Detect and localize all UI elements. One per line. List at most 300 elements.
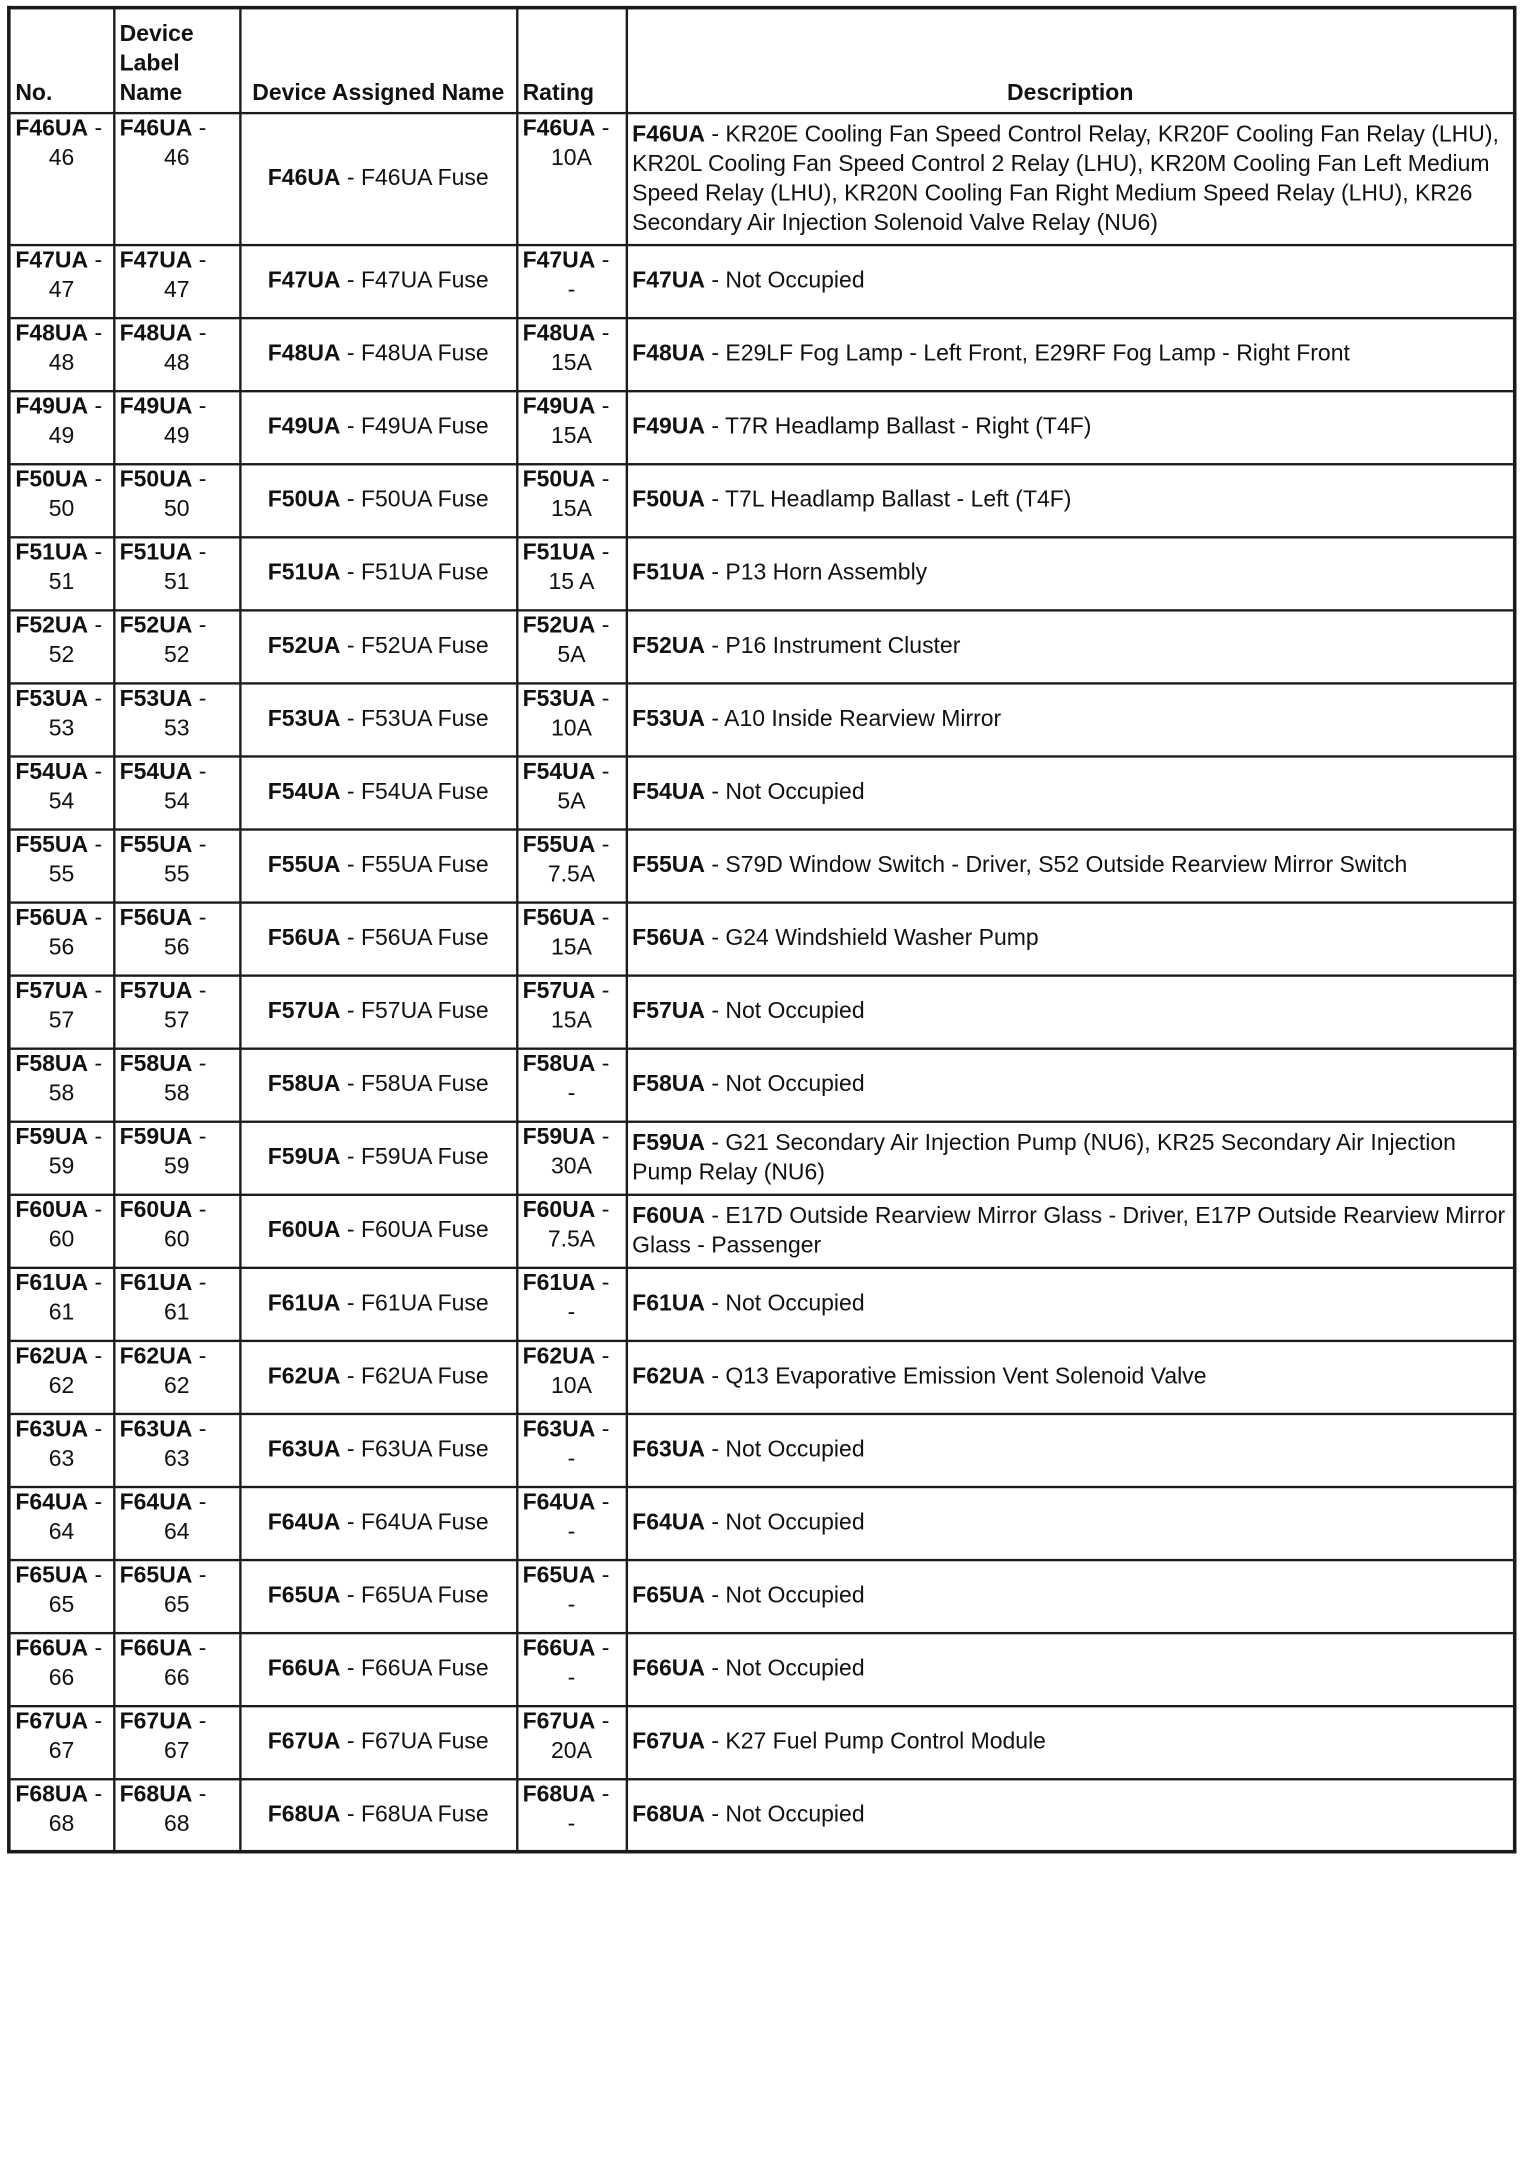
description-code: F68UA bbox=[632, 1801, 705, 1828]
label-number: 55 bbox=[163, 860, 190, 887]
rating-value: 5A bbox=[557, 641, 586, 668]
cell-device-assigned-name: F58UA - F58UA Fuse bbox=[240, 1048, 517, 1121]
no-number: 66 bbox=[48, 1664, 75, 1691]
rating-value: 5A bbox=[557, 787, 586, 814]
no-number: 57 bbox=[48, 1006, 75, 1033]
no-number: 54 bbox=[48, 787, 75, 814]
label-number: 62 bbox=[163, 1372, 190, 1399]
cell-device-label-name: F58UA - 58 bbox=[114, 1048, 240, 1121]
no-code: F68UA bbox=[15, 1781, 89, 1807]
rating-value: 15A bbox=[551, 1006, 592, 1033]
assigned-name: F63UA Fuse bbox=[360, 1436, 489, 1463]
cell-description: F52UA - P16 Instrument Cluster bbox=[626, 610, 1514, 683]
assigned-name: F62UA Fuse bbox=[360, 1363, 489, 1390]
no-code: F61UA bbox=[15, 1269, 89, 1296]
assigned-code: F58UA bbox=[267, 1071, 341, 1097]
no-number: 56 bbox=[48, 933, 75, 960]
assigned-code: F63UA bbox=[267, 1436, 341, 1463]
no-code: F63UA bbox=[15, 1415, 89, 1442]
label-number: 57 bbox=[163, 1006, 190, 1033]
assigned-name: F50UA Fuse bbox=[360, 486, 489, 513]
rating-code: F56UA bbox=[522, 904, 596, 931]
no-number: 62 bbox=[48, 1372, 75, 1399]
no-number: 49 bbox=[48, 422, 75, 449]
assigned-name: F61UA Fuse bbox=[360, 1290, 489, 1317]
no-code: F49UA bbox=[15, 392, 89, 419]
no-code: F53UA bbox=[15, 685, 89, 712]
label-number: 66 bbox=[163, 1664, 190, 1691]
table-header bbox=[9, 8, 1515, 113]
cell-device-assigned-name: F67UA - F67UA Fuse bbox=[240, 1706, 517, 1779]
rating-value: - bbox=[567, 1664, 576, 1691]
cell-no: F56UA - 56 bbox=[9, 902, 114, 975]
description-text: P13 Horn Assembly bbox=[725, 559, 928, 586]
table-row bbox=[9, 902, 1515, 975]
rating-code: F63UA bbox=[522, 1415, 596, 1442]
cell-rating: F53UA - 10A bbox=[517, 683, 627, 756]
rating-code: F57UA bbox=[522, 977, 596, 1004]
fuse-table bbox=[7, 6, 1516, 1854]
label-number: 52 bbox=[163, 641, 190, 668]
cell-description: F53UA - A10 Inside Rearview Mirror bbox=[626, 683, 1514, 756]
assigned-code: F64UA bbox=[267, 1509, 341, 1536]
description-text: Not Occupied bbox=[725, 778, 865, 805]
no-number: 67 bbox=[48, 1737, 75, 1764]
table-row bbox=[9, 113, 1515, 245]
assigned-name: F52UA Fuse bbox=[360, 632, 489, 659]
cell-description: F68UA - Not Occupied bbox=[626, 1779, 1514, 1852]
header-row bbox=[9, 8, 1515, 113]
assigned-code: F57UA bbox=[267, 998, 341, 1024]
cell-device-assigned-name: F50UA - F50UA Fuse bbox=[240, 464, 517, 537]
description-code: F48UA bbox=[632, 340, 705, 367]
table-row bbox=[9, 1413, 1515, 1486]
description-text: Not Occupied bbox=[725, 1582, 865, 1609]
cell-device-label-name: F56UA - 56 bbox=[114, 902, 240, 975]
label-number: 61 bbox=[163, 1299, 190, 1325]
no-number: 58 bbox=[48, 1079, 75, 1106]
assigned-code: F66UA bbox=[267, 1655, 341, 1682]
rating-value: 10A bbox=[551, 144, 592, 171]
description-code: F56UA bbox=[632, 924, 705, 951]
table-row bbox=[9, 1706, 1515, 1779]
cell-device-assigned-name: F62UA - F62UA Fuse bbox=[240, 1340, 517, 1413]
cell-description: F61UA - Not Occupied bbox=[626, 1267, 1514, 1340]
assigned-name: F48UA Fuse bbox=[360, 340, 489, 367]
cell-rating: F56UA - 15A bbox=[517, 902, 627, 975]
assigned-name: F68UA Fuse bbox=[360, 1801, 489, 1828]
label-code: F52UA bbox=[119, 612, 193, 639]
cell-device-assigned-name: F65UA - F65UA Fuse bbox=[240, 1559, 517, 1632]
table-row bbox=[9, 756, 1515, 829]
description-code: F50UA bbox=[632, 486, 705, 513]
description-code: F61UA bbox=[632, 1290, 705, 1317]
rating-code: F68UA bbox=[522, 1781, 596, 1807]
cell-device-assigned-name: F48UA - F48UA Fuse bbox=[240, 318, 517, 391]
label-code: F48UA bbox=[119, 319, 193, 346]
cell-description: F48UA - E29LF Fog Lamp - Left Front, E29RF Fog Lamp - Right Front bbox=[626, 318, 1514, 391]
assigned-code: F65UA bbox=[267, 1582, 341, 1609]
assigned-name: F59UA Fuse bbox=[360, 1144, 489, 1171]
table-row bbox=[9, 537, 1515, 610]
table-body bbox=[9, 113, 1515, 1852]
cell-device-assigned-name: F54UA - F54UA Fuse bbox=[240, 756, 517, 829]
table-row bbox=[9, 610, 1515, 683]
cell-device-label-name: F67UA - 67 bbox=[114, 1706, 240, 1779]
label-code: F68UA bbox=[119, 1781, 193, 1807]
no-number: 53 bbox=[48, 714, 75, 741]
no-code: F48UA bbox=[15, 319, 89, 346]
no-number: 61 bbox=[48, 1299, 75, 1325]
description-code: F52UA bbox=[632, 632, 705, 659]
label-number: 64 bbox=[163, 1518, 190, 1545]
no-number: 60 bbox=[48, 1226, 75, 1252]
cell-rating: F46UA - 10A bbox=[517, 113, 627, 245]
assigned-code: F62UA bbox=[267, 1363, 341, 1390]
table-row bbox=[9, 464, 1515, 537]
description-code: F57UA bbox=[632, 998, 705, 1024]
assigned-code: F61UA bbox=[267, 1290, 341, 1317]
description-text: KR20E Cooling Fan Speed Control Relay, KR20F Cooling Fan Relay (LHU), KR20L Cooling Fan Speed Control 2 Relay (LHU), KR20M Cooling Fan Left Medium Speed Relay (LHU), KR20N Cooling Fan Right Medium Speed Relay (LHU), KR26 Secondary Air Injection Solenoid Valve Relay (NU6) bbox=[632, 120, 1499, 236]
assigned-code: F67UA bbox=[267, 1728, 341, 1755]
rating-code: F58UA bbox=[522, 1050, 596, 1077]
assigned-name: F49UA Fuse bbox=[360, 413, 489, 440]
label-number: 68 bbox=[163, 1810, 190, 1837]
description-text: T7L Headlamp Ballast - Left (T4F) bbox=[724, 486, 1072, 513]
cell-no: F49UA - 49 bbox=[9, 391, 114, 464]
cell-device-label-name: F62UA - 62 bbox=[114, 1340, 240, 1413]
label-number: 63 bbox=[163, 1445, 190, 1472]
rating-code: F62UA bbox=[522, 1342, 596, 1369]
cell-no: F55UA - 55 bbox=[9, 829, 114, 902]
description-code: F53UA bbox=[632, 705, 705, 732]
cell-rating: F57UA - 15A bbox=[517, 975, 627, 1048]
label-code: F61UA bbox=[119, 1269, 193, 1296]
label-number: 50 bbox=[163, 495, 190, 522]
label-code: F63UA bbox=[119, 1415, 193, 1442]
cell-device-label-name: F64UA - 64 bbox=[114, 1486, 240, 1559]
cell-rating: F51UA - 15 A bbox=[517, 537, 627, 610]
assigned-name: F51UA Fuse bbox=[360, 559, 489, 586]
label-code: F56UA bbox=[119, 904, 193, 931]
rating-code: F50UA bbox=[522, 466, 596, 492]
description-code: F67UA bbox=[632, 1728, 705, 1755]
table-row bbox=[9, 975, 1515, 1048]
cell-rating: F49UA - 15A bbox=[517, 391, 627, 464]
rating-value: - bbox=[567, 1810, 576, 1837]
cell-no: F60UA - 60 bbox=[9, 1194, 114, 1267]
label-number: 59 bbox=[163, 1152, 190, 1179]
cell-device-label-name: F60UA - 60 bbox=[114, 1194, 240, 1267]
assigned-code: F48UA bbox=[267, 340, 341, 367]
cell-device-label-name: F54UA - 54 bbox=[114, 756, 240, 829]
cell-no: F52UA - 52 bbox=[9, 610, 114, 683]
description-text: E29LF Fog Lamp - Left Front, E29RF Fog Lamp - Right Front bbox=[725, 340, 1350, 367]
rating-value: 7.5A bbox=[547, 1226, 596, 1252]
no-code: F55UA bbox=[15, 831, 89, 858]
no-code: F46UA bbox=[15, 114, 89, 141]
no-number: 48 bbox=[48, 349, 75, 376]
rating-code: F55UA bbox=[522, 831, 596, 858]
cell-device-label-name: F47UA - 47 bbox=[114, 244, 240, 317]
assigned-name: F57UA Fuse bbox=[360, 998, 489, 1024]
assigned-name: F53UA Fuse bbox=[360, 705, 489, 732]
rating-value: 15A bbox=[551, 933, 592, 960]
assigned-name: F58UA Fuse bbox=[360, 1071, 489, 1097]
table-row bbox=[9, 244, 1515, 317]
description-text: S79D Window Switch - Driver, S52 Outside Rearview Mirror Switch bbox=[725, 851, 1408, 878]
description-code: F66UA bbox=[632, 1655, 705, 1682]
cell-rating: F61UA - - bbox=[517, 1267, 627, 1340]
assigned-code: F54UA bbox=[267, 778, 341, 805]
cell-no: F66UA - 66 bbox=[9, 1633, 114, 1706]
no-number: 52 bbox=[48, 641, 75, 668]
assigned-code: F47UA bbox=[267, 267, 341, 294]
description-code: F60UA bbox=[632, 1202, 705, 1229]
rating-value: 30A bbox=[551, 1152, 592, 1179]
cell-description: F66UA - Not Occupied bbox=[626, 1633, 1514, 1706]
rating-code: F67UA bbox=[522, 1707, 596, 1734]
assigned-code: F51UA bbox=[267, 559, 341, 586]
label-code: F55UA bbox=[119, 831, 193, 858]
cell-rating: F62UA - 10A bbox=[517, 1340, 627, 1413]
assigned-code: F68UA bbox=[267, 1801, 341, 1828]
rating-value: 15A bbox=[551, 495, 592, 522]
assigned-code: F55UA bbox=[267, 851, 341, 878]
cell-device-label-name: F61UA - 61 bbox=[114, 1267, 240, 1340]
cell-rating: F66UA - - bbox=[517, 1633, 627, 1706]
cell-device-label-name: F51UA - 51 bbox=[114, 537, 240, 610]
label-code: F51UA bbox=[119, 539, 193, 565]
description-code: F46UA bbox=[632, 120, 705, 147]
cell-description: F63UA - Not Occupied bbox=[626, 1413, 1514, 1486]
cell-device-assigned-name: F47UA - F47UA Fuse bbox=[240, 244, 517, 317]
cell-device-label-name: F66UA - 66 bbox=[114, 1633, 240, 1706]
no-code: F64UA bbox=[15, 1488, 89, 1515]
label-code: F58UA bbox=[119, 1050, 193, 1077]
cell-description: F60UA - E17D Outside Rearview Mirror Glass - Driver, E17P Outside Rearview Mirror Glass - Passenger bbox=[626, 1194, 1514, 1267]
cell-rating: F60UA - 7.5A bbox=[517, 1194, 627, 1267]
cell-no: F61UA - 61 bbox=[9, 1267, 114, 1340]
cell-device-label-name: F46UA - 46 bbox=[114, 113, 240, 245]
cell-description: F54UA - Not Occupied bbox=[626, 756, 1514, 829]
no-number: 47 bbox=[48, 276, 75, 303]
description-text: E17D Outside Rearview Mirror Glass - Driver, E17P Outside Rearview Mirror Glass - Passenger bbox=[632, 1202, 1506, 1258]
label-code: F49UA bbox=[119, 392, 193, 419]
cell-device-label-name: F48UA - 48 bbox=[114, 318, 240, 391]
rating-value: 20A bbox=[551, 1737, 592, 1764]
label-code: F67UA bbox=[119, 1707, 193, 1734]
rating-code: F64UA bbox=[522, 1488, 596, 1515]
table-row bbox=[9, 1633, 1515, 1706]
cell-no: F54UA - 54 bbox=[9, 756, 114, 829]
cell-description: F64UA - Not Occupied bbox=[626, 1486, 1514, 1559]
assigned-code: F60UA bbox=[267, 1217, 341, 1244]
no-code: F57UA bbox=[15, 977, 89, 1004]
rating-value: 15A bbox=[551, 422, 592, 449]
cell-rating: F58UA - - bbox=[517, 1048, 627, 1121]
description-code: F62UA bbox=[632, 1363, 705, 1390]
no-number: 51 bbox=[48, 568, 75, 595]
cell-rating: F59UA - 30A bbox=[517, 1121, 627, 1194]
label-code: F46UA bbox=[119, 114, 193, 141]
table-row bbox=[9, 318, 1515, 391]
label-code: F57UA bbox=[119, 977, 193, 1004]
rating-code: F46UA bbox=[522, 114, 596, 141]
label-number: 60 bbox=[163, 1226, 190, 1252]
cell-device-assigned-name: F53UA - F53UA Fuse bbox=[240, 683, 517, 756]
description-code: F59UA bbox=[632, 1129, 705, 1156]
cell-rating: F48UA - 15A bbox=[517, 318, 627, 391]
assigned-code: F52UA bbox=[267, 632, 341, 659]
description-code: F63UA bbox=[632, 1436, 705, 1463]
cell-device-label-name: F52UA - 52 bbox=[114, 610, 240, 683]
cell-rating: F68UA - - bbox=[517, 1779, 627, 1852]
cell-device-label-name: F59UA - 59 bbox=[114, 1121, 240, 1194]
description-text: Not Occupied bbox=[725, 1655, 865, 1682]
label-code: F62UA bbox=[119, 1342, 193, 1369]
description-code: F58UA bbox=[632, 1071, 705, 1097]
table-row bbox=[9, 391, 1515, 464]
label-number: 53 bbox=[163, 714, 190, 741]
label-number: 47 bbox=[163, 276, 190, 303]
rating-code: F61UA bbox=[522, 1269, 596, 1296]
no-number: 46 bbox=[48, 144, 75, 171]
no-code: F54UA bbox=[15, 758, 89, 785]
label-number: 51 bbox=[163, 568, 190, 595]
cell-no: F53UA - 53 bbox=[9, 683, 114, 756]
description-code: F47UA bbox=[632, 267, 705, 294]
rating-code: F52UA bbox=[522, 612, 596, 639]
no-number: 55 bbox=[48, 860, 75, 887]
table-row bbox=[9, 1048, 1515, 1121]
rating-value: 10A bbox=[551, 1372, 592, 1399]
description-text: Not Occupied bbox=[725, 1801, 865, 1828]
assigned-name: F64UA Fuse bbox=[360, 1509, 489, 1536]
no-number: 63 bbox=[48, 1445, 75, 1472]
table-row bbox=[9, 1194, 1515, 1267]
no-code: F50UA bbox=[15, 466, 89, 492]
cell-device-assigned-name: F59UA - F59UA Fuse bbox=[240, 1121, 517, 1194]
rating-value: 7.5A bbox=[547, 860, 596, 887]
no-number: 65 bbox=[48, 1591, 75, 1618]
header-rating: Rating bbox=[517, 8, 627, 113]
cell-device-assigned-name: F60UA - F60UA Fuse bbox=[240, 1194, 517, 1267]
label-number: 56 bbox=[163, 933, 190, 960]
description-text: G21 Secondary Air Injection Pump (NU6), KR25 Secondary Air Injection Pump Relay (NU6) bbox=[632, 1129, 1456, 1185]
cell-no: F50UA - 50 bbox=[9, 464, 114, 537]
cell-rating: F63UA - - bbox=[517, 1413, 627, 1486]
cell-no: F59UA - 59 bbox=[9, 1121, 114, 1194]
description-text: K27 Fuel Pump Control Module bbox=[725, 1728, 1046, 1755]
label-code: F53UA bbox=[119, 685, 193, 712]
cell-rating: F67UA - 20A bbox=[517, 1706, 627, 1779]
cell-device-assigned-name: F64UA - F64UA Fuse bbox=[240, 1486, 517, 1559]
no-number: 59 bbox=[48, 1152, 75, 1179]
no-code: F60UA bbox=[15, 1196, 89, 1223]
cell-no: F46UA - 46 bbox=[9, 113, 114, 245]
rating-value: - bbox=[567, 1079, 576, 1106]
cell-device-assigned-name: F46UA - F46UA Fuse bbox=[240, 113, 517, 245]
cell-rating: F55UA - 7.5A bbox=[517, 829, 627, 902]
rating-code: F47UA bbox=[522, 246, 596, 273]
assigned-name: F67UA Fuse bbox=[360, 1728, 489, 1755]
description-text: Q13 Evaporative Emission Vent Solenoid Valve bbox=[725, 1363, 1207, 1390]
description-text: Not Occupied bbox=[725, 1436, 865, 1463]
description-code: F54UA bbox=[632, 778, 705, 805]
cell-description: F46UA - KR20E Cooling Fan Speed Control Relay, KR20F Cooling Fan Relay (LHU), KR20L Cooling Fan Speed Control 2 Relay (LHU), KR20M Cooling Fan Left Medium Speed Relay (LHU), KR20N Cooling Fan Right Medium Speed Relay (LHU), KR26 Secondary Air Injection Solenoid Valve Relay (NU6) bbox=[626, 113, 1514, 245]
description-text: T7R Headlamp Ballast - Right (T4F) bbox=[724, 413, 1092, 440]
cell-description: F65UA - Not Occupied bbox=[626, 1559, 1514, 1632]
rating-code: F49UA bbox=[522, 392, 596, 419]
assigned-name: F66UA Fuse bbox=[360, 1655, 489, 1682]
cell-description: F59UA - G21 Secondary Air Injection Pump (NU6), KR25 Secondary Air Injection Pump Relay (NU6) bbox=[626, 1121, 1514, 1194]
cell-device-assigned-name: F55UA - F55UA Fuse bbox=[240, 829, 517, 902]
rating-value: - bbox=[567, 1299, 576, 1325]
description-code: F51UA bbox=[632, 559, 705, 586]
cell-device-assigned-name: F51UA - F51UA Fuse bbox=[240, 537, 517, 610]
description-text: Not Occupied bbox=[725, 1509, 865, 1536]
assigned-code: F56UA bbox=[267, 924, 341, 951]
description-text: Not Occupied bbox=[725, 998, 865, 1024]
cell-rating: F65UA - - bbox=[517, 1559, 627, 1632]
no-code: F62UA bbox=[15, 1342, 89, 1369]
assigned-code: F59UA bbox=[267, 1144, 341, 1171]
description-code: F49UA bbox=[632, 413, 705, 440]
cell-no: F51UA - 51 bbox=[9, 537, 114, 610]
description-text: Not Occupied bbox=[725, 1071, 865, 1097]
cell-device-label-name: F68UA - 68 bbox=[114, 1779, 240, 1852]
no-number: 68 bbox=[48, 1810, 75, 1837]
assigned-name: F56UA Fuse bbox=[360, 924, 489, 951]
no-code: F51UA bbox=[15, 539, 89, 565]
cell-no: F62UA - 62 bbox=[9, 1340, 114, 1413]
cell-device-label-name: F53UA - 53 bbox=[114, 683, 240, 756]
label-number: 67 bbox=[163, 1737, 190, 1764]
cell-device-assigned-name: F61UA - F61UA Fuse bbox=[240, 1267, 517, 1340]
label-code: F50UA bbox=[119, 466, 193, 492]
no-number: 50 bbox=[48, 495, 75, 522]
assigned-code: F53UA bbox=[267, 705, 341, 732]
cell-device-label-name: F49UA - 49 bbox=[114, 391, 240, 464]
rating-value: - bbox=[567, 1445, 576, 1472]
assigned-name: F47UA Fuse bbox=[360, 267, 489, 294]
no-code: F56UA bbox=[15, 904, 89, 931]
cell-no: F68UA - 68 bbox=[9, 1779, 114, 1852]
header-description: Description bbox=[626, 8, 1514, 113]
description-text: Not Occupied bbox=[725, 1290, 865, 1317]
cell-description: F57UA - Not Occupied bbox=[626, 975, 1514, 1048]
cell-rating: F64UA - - bbox=[517, 1486, 627, 1559]
header-device-label-name: Device Label Name bbox=[114, 8, 240, 113]
cell-rating: F47UA - - bbox=[517, 244, 627, 317]
cell-description: F62UA - Q13 Evaporative Emission Vent Solenoid Valve bbox=[626, 1340, 1514, 1413]
cell-device-assigned-name: F57UA - F57UA Fuse bbox=[240, 975, 517, 1048]
assigned-code: F46UA bbox=[267, 164, 341, 191]
label-number: 58 bbox=[163, 1079, 190, 1106]
assigned-name: F46UA Fuse bbox=[360, 164, 489, 191]
table-row bbox=[9, 1340, 1515, 1413]
assigned-code: F49UA bbox=[267, 413, 341, 440]
no-code: F58UA bbox=[15, 1050, 89, 1077]
description-text: Not Occupied bbox=[725, 267, 865, 294]
cell-device-label-name: F50UA - 50 bbox=[114, 464, 240, 537]
cell-no: F57UA - 57 bbox=[9, 975, 114, 1048]
cell-rating: F52UA - 5A bbox=[517, 610, 627, 683]
no-code: F52UA bbox=[15, 612, 89, 639]
assigned-name: F54UA Fuse bbox=[360, 778, 489, 805]
table-row bbox=[9, 829, 1515, 902]
